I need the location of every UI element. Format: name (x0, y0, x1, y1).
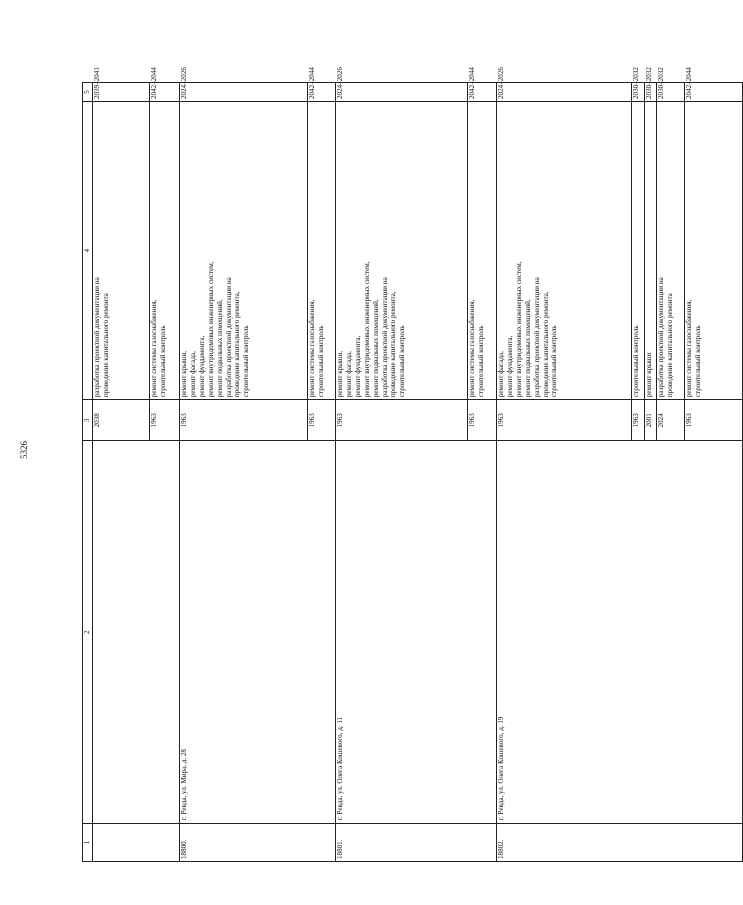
planned-period-cell: 2030–2032 (645, 83, 657, 102)
table-row (336, 83, 468, 862)
commission-year-cell: 2001 (645, 400, 657, 441)
page-number: 5326 (19, 441, 29, 459)
planned-period-cell: 2042–2044 (685, 83, 743, 102)
planned-period-cell: 2042–2044 (150, 83, 180, 102)
work-type-line: ремонт подвальных помещений, (215, 299, 224, 398)
work-type-line: строительный контроль (398, 325, 407, 398)
record-number-cell: 18802. (497, 824, 743, 862)
record-number-cell: 18800. (180, 824, 336, 862)
work-type-line: ремонт фундамента, (197, 335, 206, 398)
planned-period-cell: 2030–2032 (632, 83, 645, 102)
record-number-cell: 18801. (336, 824, 497, 862)
table-row (497, 83, 632, 862)
work-types-cell (645, 101, 657, 399)
work-types-cell (468, 101, 497, 399)
record-number-cell (93, 824, 180, 862)
work-types-cell (657, 101, 685, 399)
work-type-line: ремонт внутридомовых инженерных систем, (514, 261, 523, 398)
planned-period-cell: 2042–2044 (468, 83, 497, 102)
table-header-row (83, 83, 93, 862)
work-type-line: ремонт внутридомовых инженерных систем, (206, 261, 215, 398)
work-type-line: строительный контроль (693, 325, 702, 398)
planned-period-cell: 2024–2026 (180, 83, 308, 102)
commission-year-cell: 2024 (657, 400, 685, 441)
planned-period-cell: 2039–2041 (93, 83, 150, 102)
work-type-line: ремонт системы газоснабжения, (150, 299, 158, 398)
table-body (83, 67, 743, 862)
commission-year-cell: 1963 (685, 400, 743, 441)
work-types-cell (632, 101, 645, 399)
work-type-line: ремонт системы газоснабжения, (308, 299, 316, 398)
address-cell: г. Ревда, ул. Олега Кошевого, д. 19 (497, 441, 743, 824)
work-type-line: проведение капитального ремонта, (541, 291, 550, 398)
work-types-cell (497, 101, 632, 399)
work-type-line: ремонт крыши, (180, 350, 188, 398)
address-cell (93, 441, 180, 824)
work-types-cell (180, 101, 308, 399)
work-type-line: разработка проектной документации на (532, 277, 541, 398)
work-type-line: строительный контроль (632, 325, 640, 398)
capital-repair-table (82, 67, 743, 862)
commission-year-cell: 1963 (180, 400, 308, 441)
work-type-line: ремонт крыши (645, 352, 653, 398)
commission-year-cell: 1963 (632, 400, 645, 441)
work-type-line: ремонт фасада, (497, 351, 505, 398)
rotated-page-content (82, 67, 702, 862)
work-type-line: разработка проектной документации на (380, 277, 389, 398)
work-type-line: ремонт внутридомовых инженерных систем, (362, 261, 371, 398)
commission-year-cell: 2038 (93, 400, 150, 441)
work-type-line: строительный контроль (316, 325, 325, 398)
work-types-cell (308, 101, 336, 399)
work-type-line: ремонт фундамента, (505, 335, 514, 398)
planned-period-cell: 2024–2026 (336, 83, 468, 102)
work-type-line: строительный контроль (158, 325, 167, 398)
work-types-cell (336, 101, 468, 399)
work-type-line: разработка проектной документации на (657, 277, 665, 398)
work-types-cell (685, 101, 743, 399)
work-type-line: ремонт фасада, (188, 351, 197, 398)
header-cell-4: 4 (83, 101, 93, 399)
work-type-line: ремонт крыши, (336, 350, 344, 398)
header-cell-5: 5 (83, 83, 93, 102)
work-type-line: ремонт фундамента, (353, 335, 362, 398)
address-cell: г. Ревда, ул. Мира, д. 28 (180, 441, 336, 824)
work-types-cell (93, 101, 150, 399)
planned-period-cell: 2042–2044 (308, 83, 336, 102)
work-type-line: проведение капитального ремонта (665, 293, 674, 398)
header-cell-1: 1 (83, 824, 93, 862)
commission-year-cell: 1963 (497, 400, 632, 441)
work-type-line: разработка проектной документации на (224, 277, 233, 398)
table-row (180, 83, 308, 862)
commission-year-cell: 1963 (308, 400, 336, 441)
work-type-line: ремонт системы газоснабжения, (685, 299, 693, 398)
header-cell-3: 3 (83, 400, 93, 441)
work-type-line: проведение капитального ремонта (101, 293, 110, 398)
work-type-line: ремонт фасада, (344, 351, 353, 398)
address-cell: г. Ревда, ул. Олега Кошевого, д. 11 (336, 441, 497, 824)
work-types-cell (150, 101, 180, 399)
commission-year-cell: 1963 (336, 400, 468, 441)
header-cell-2: 2 (83, 441, 93, 824)
work-type-line: проведение капитального ремонта, (233, 291, 242, 398)
work-type-line: строительный контроль (242, 325, 251, 398)
work-type-line: разработка проектной документации на (93, 277, 101, 398)
work-type-line: ремонт подвальных помещений, (523, 299, 532, 398)
work-type-line: ремонт подвальных помещений, (371, 299, 380, 398)
work-type-line: строительный контроль (550, 325, 559, 398)
commission-year-cell: 1963 (468, 400, 497, 441)
planned-period-cell: 2030–2032 (657, 83, 685, 102)
planned-period-cell: 2024–2026 (497, 83, 632, 102)
work-type-line: строительный контроль (476, 325, 485, 398)
table-row (93, 83, 150, 862)
work-type-line: проведение капитального ремонта, (389, 291, 398, 398)
commission-year-cell: 1963 (150, 400, 180, 441)
work-type-line: ремонт системы газоснабжения, (468, 299, 476, 398)
